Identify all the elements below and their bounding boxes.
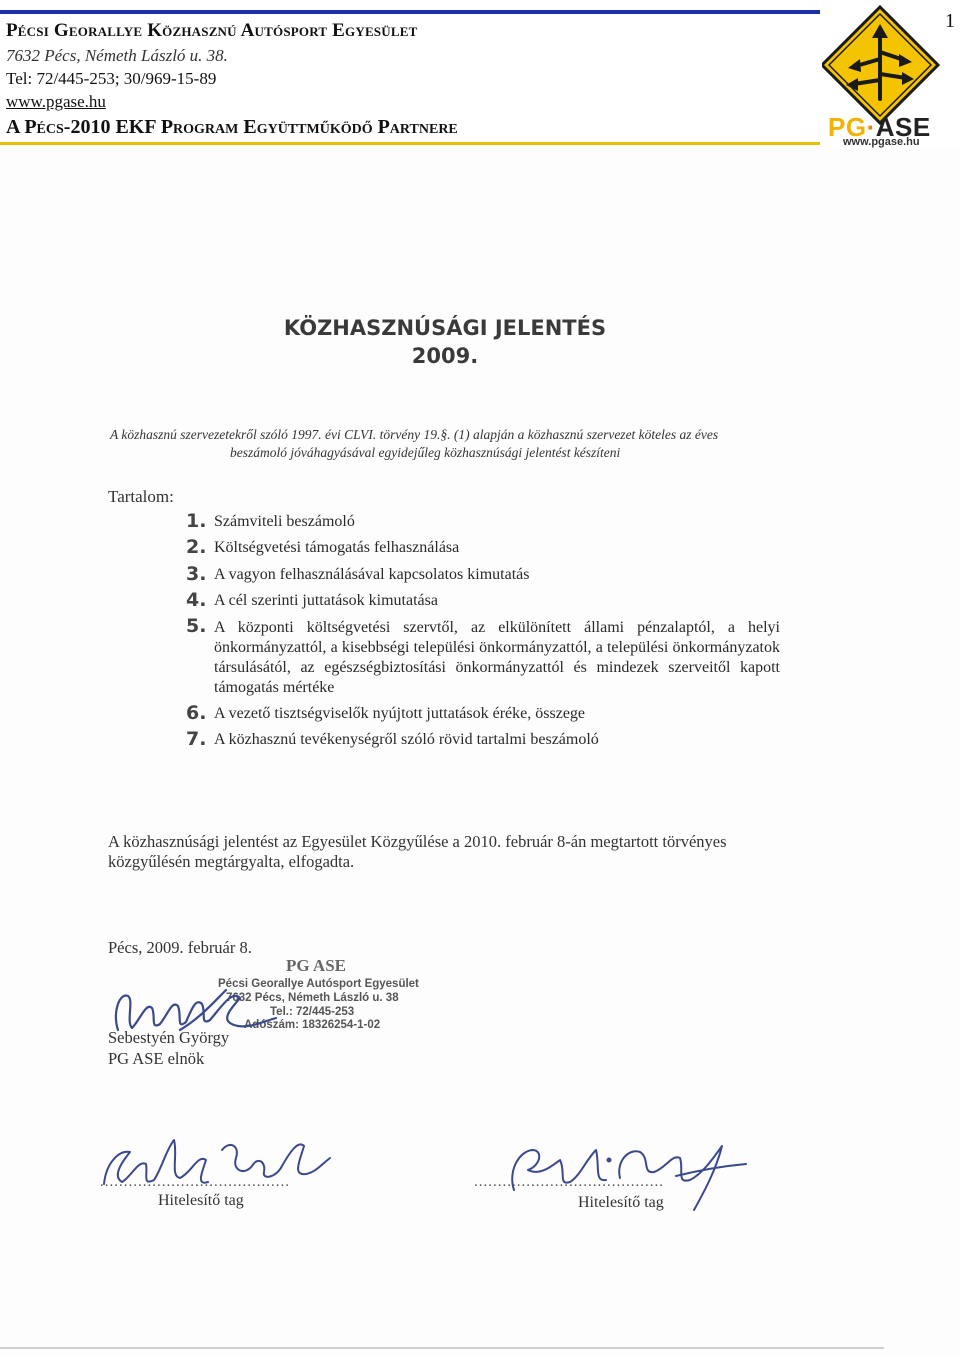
signature-line-left: ........................................ <box>100 1174 290 1190</box>
stamp-title: PG ASE <box>286 956 346 975</box>
list-item-text: A vagyon felhasználásával kapcsolatos kimutatás <box>214 566 530 583</box>
witness-label-left: Hitelesítő tag <box>158 1192 244 1209</box>
list-item-number: 2. <box>186 536 207 558</box>
org-address: 7632 Pécs, Németh László u. 38. <box>6 46 228 65</box>
list-item-number: 3. <box>186 563 207 585</box>
signature-line-right: ........................................ <box>474 1174 664 1190</box>
org-phone: Tel: 72/445-253; 30/969-15-89 <box>6 69 217 88</box>
stamp-line: Adószám: 18326254-1-02 <box>244 1019 381 1031</box>
list-item-number: 5. <box>186 615 207 637</box>
stamp-line: 7632 Pécs, Németh László u. 38 <box>226 992 399 1004</box>
list-item-number: 4. <box>186 589 207 611</box>
signatory-role: PG ASE elnök <box>108 1049 205 1068</box>
list-item-text: A közhasznú tevékenységről szóló rövid tartalmi beszámoló <box>214 731 599 748</box>
witness-label-right: Hitelesítő tag <box>578 1194 664 1211</box>
list-item-number: 1. <box>186 510 207 532</box>
header-bottom-rule <box>0 142 820 145</box>
org-name: Pécsi Georallye Közhasznú Autósport Egyesület <box>6 20 418 41</box>
list-item-number: 7. <box>186 728 207 750</box>
header-top-rule <box>0 10 820 14</box>
report-year: 2009. <box>411 344 479 368</box>
contents-label: Tartalom: <box>108 487 174 506</box>
list-item-text: A központi költségvetési szervtől, az elkülönített állami pénzalaptól, a helyi önkormányzattól, a kisebbségi települési önkormányzattól, a települési önkormányzatok társulásától, az egészségbiztosítási önkormányzattól és mindezek szerveitől kapott támogatás mértéke <box>214 619 780 696</box>
list-item-text: A vezető tisztségviselők nyújtott juttatások éréke, összege <box>214 705 586 722</box>
stamp-line: Pécsi Georallye Autósport Egyesület <box>218 978 419 990</box>
road-arrows-icon <box>822 7 938 123</box>
report-title: KÖZHASZNÚSÁGI JELENTÉS <box>283 316 607 340</box>
place-and-date: Pécs, 2009. február 8. <box>108 938 252 957</box>
logo-url: www.pgase.hu <box>843 136 920 148</box>
org-website-link[interactable]: www.pgase.hu <box>6 92 106 111</box>
stamp-line: Tel.: 72/445-253 <box>270 1006 355 1018</box>
intro-line-1: A közhasznú szervezetekről szóló 1997. évi CLVI. törvény 19.§. (1) alapján a közhasznú szervezet köteles az éves <box>110 427 719 442</box>
intro-line-2: beszámoló jóváhagyásával egyidejűleg közhasznúsági jelentést készíteni <box>230 445 621 460</box>
list-item-text: Költségvetési támogatás felhasználása <box>214 539 460 556</box>
signatory-name: Sebestyén György <box>108 1028 230 1047</box>
list-item-text: Számviteli beszámoló <box>214 513 355 530</box>
page-bottom-edge <box>0 1347 884 1349</box>
logo-wordmark: PG·ASE <box>828 112 931 142</box>
list-item-text: A cél szerinti juttatások kimutatása <box>214 592 438 609</box>
partner-line: A Pécs-2010 EKF Program Együttműködő Partnere <box>6 116 458 138</box>
approval-statement: A közhasznúsági jelentést az Egyesület Közgyűlése a 2010. február 8-án megtartott törvényes közgyűlésén megtárgyalta, elfogadta. <box>108 832 727 871</box>
list-item-number: 6. <box>186 702 207 724</box>
page-number: 1 <box>945 10 955 32</box>
